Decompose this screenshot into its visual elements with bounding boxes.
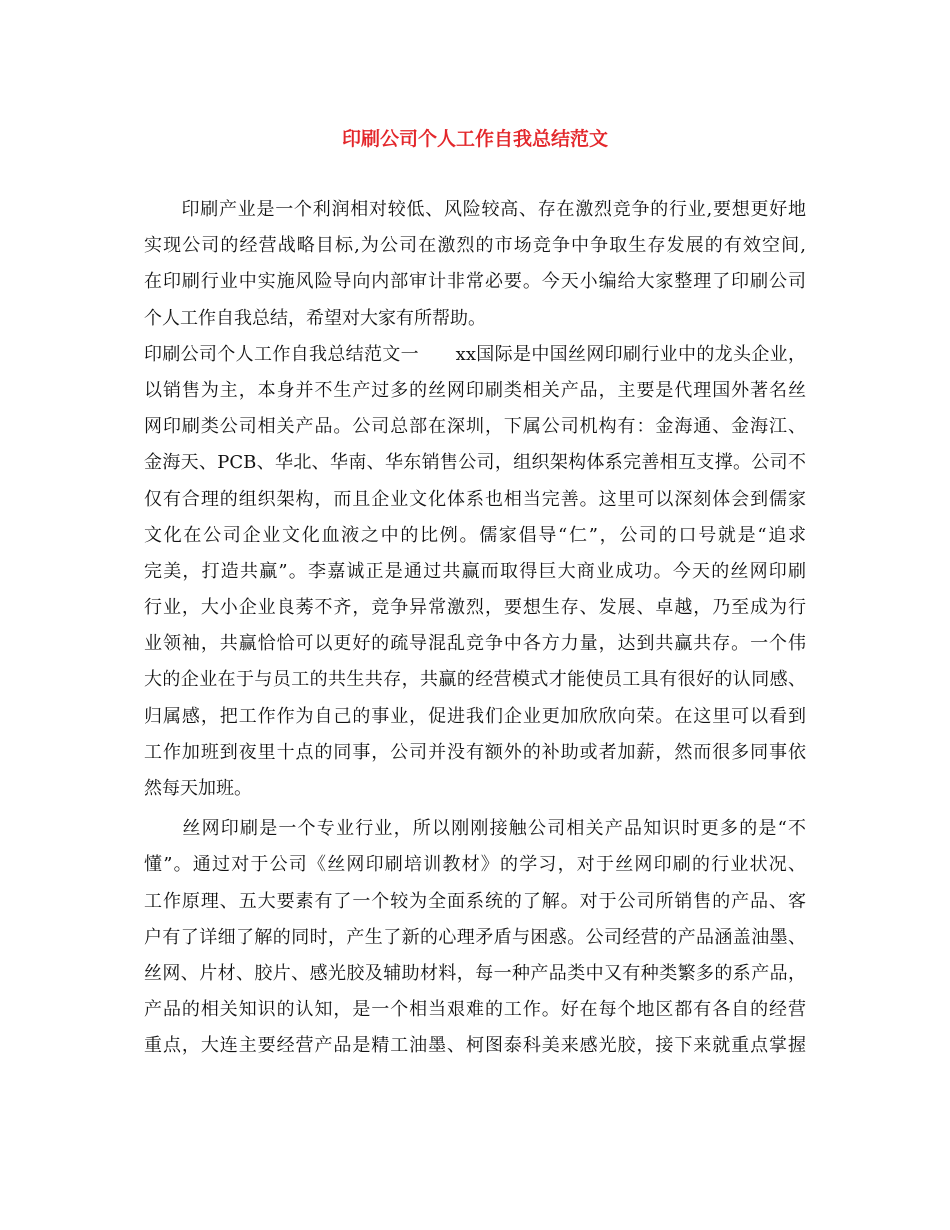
- text-line: 丝网印刷是一个专业行业，所以刚刚接触公司相关产品知识时更多的是“不: [144, 818, 806, 840]
- text-line: 懂”。通过对于公司《丝网印刷培训教材》的学习，对于丝网印刷的行业状况、: [144, 854, 806, 876]
- text-line: 重点，大连主要经营产品是精工油墨、柯图泰科美来感光胶，接下来就重点掌握: [144, 1035, 806, 1057]
- text-line: 在印刷行业中实施风险导向内部审计非常必要。今天小编给大家整理了印刷公司: [144, 271, 806, 293]
- text-line: 个人工作自我总结，希望对大家有所帮助。: [144, 307, 486, 329]
- text-line: 业领袖，共赢恰恰可以更好的疏导混乱竞争中各方力量，达到共赢共存。一个伟: [144, 633, 806, 655]
- text-line: 文化在公司企业文化血液之中的比例。儒家倡导“仁”，公司的口号就是“追求: [144, 524, 806, 546]
- text-line: 归属感，把工作作为自己的事业，促进我们企业更加欣欣向荣。在这里可以看到: [144, 705, 806, 727]
- text-line: 完美，打造共赢”。李嘉诚正是通过共赢而取得巨大商业成功。今天的丝网印刷: [144, 560, 806, 582]
- text-line: 实现公司的经营战略目标,为公司在激烈的市场竞争中争取生存发展的有效空间,: [144, 235, 806, 257]
- text-line: 金海天、PCB、华北、华南、华东销售公司，组织架构体系完善相互支撑。公司不: [144, 452, 806, 474]
- paragraph: [144, 337, 806, 807]
- text-line: 印刷公司个人工作自我总结范文一 xx国际是中国丝网印刷行业中的龙头企业，: [144, 343, 806, 365]
- text-line: 工作加班到夜里十点的同事，公司并没有额外的补助或者加薪，然而很多同事依: [144, 741, 806, 763]
- text-line: 行业，大小企业良莠不齐，竞争异常激烈，要想生存、发展、卓越，乃至成为行: [144, 597, 806, 619]
- text-line: 大的企业在于与员工的共生共存，共赢的经营模式才能使员工具有很好的认同感、: [144, 669, 806, 691]
- text-line: 网印刷类公司相关产品。公司总部在深圳，下属公司机构有：金海通、金海江、: [144, 416, 806, 438]
- text-line: 然每天加班。: [144, 778, 252, 799]
- text-line: 户有了详细了解的同时，产生了新的心理矛盾与困惑。公司经营的产品涵盖油墨、: [144, 926, 806, 948]
- text-line: 产品的相关知识的认知，是一个相当艰难的工作。好在每个地区都有各自的经营: [144, 999, 806, 1021]
- text-line: 工作原理、五大要素有了一个较为全面系统的了解。对于公司所销售的产品、客: [144, 890, 806, 912]
- text-line: 以销售为主，本身并不生产过多的丝网印刷类相关产品，主要是代理国外著名丝: [144, 379, 806, 401]
- paragraph: [144, 811, 806, 1064]
- text-line: 仅有合理的组织架构，而且企业文化体系也相当完善。这里可以深刻体会到儒家: [144, 488, 806, 510]
- text-line: 丝网、片材、胶片、感光胶及辅助材料，每一种产品类中又有种类繁多的系产品，: [144, 962, 806, 984]
- document-body: [144, 192, 806, 1065]
- paragraph: [144, 192, 806, 337]
- text-line: 印刷产业是一个利润相对较低、风险较高、存在激烈竞争的行业,要想更好地: [144, 199, 806, 220]
- document-title: 印刷公司个人工作自我总结范文: [341, 128, 608, 150]
